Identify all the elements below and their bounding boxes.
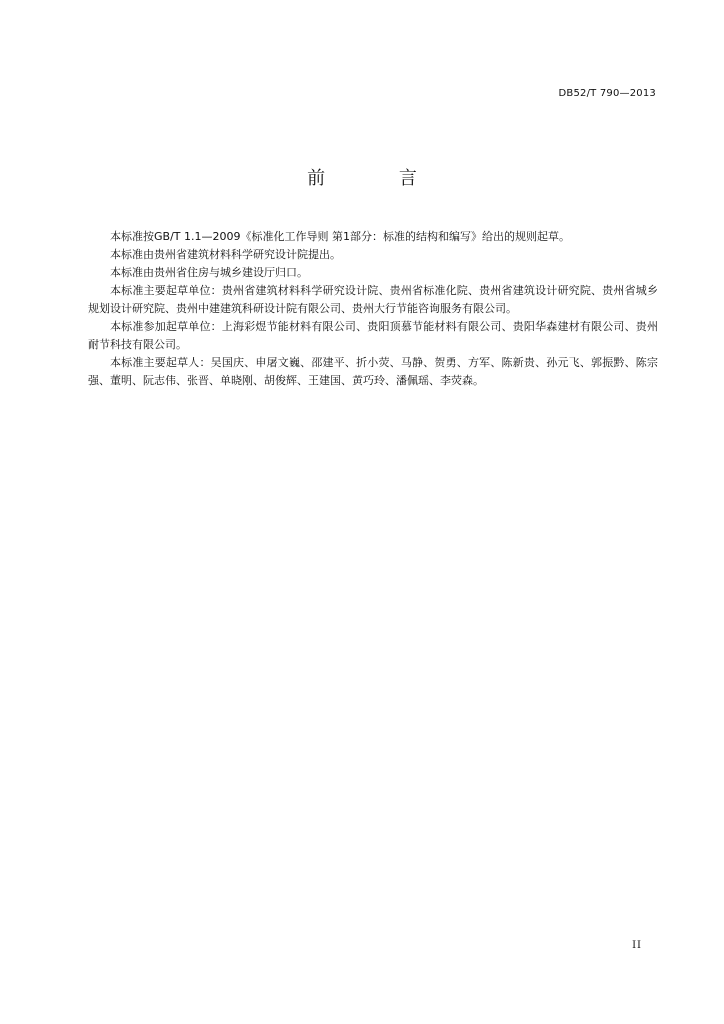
paragraph-drafting-rules: 本标准按GB/T 1.1—2009《标准化工作导则 第1部分：标准的结构和编写》给出的规则起草。 — [110, 230, 570, 243]
foreword-body — [88, 228, 658, 390]
paragraph-administrator: 本标准由贵州省住房与城乡建设厅归口。 — [110, 266, 308, 279]
page-title: 前 言 — [307, 168, 451, 189]
page-number: II — [632, 940, 642, 951]
document-code: DB52/T 790—2013 — [558, 88, 656, 99]
paragraph-main-drafting-units: 本标准主要起草单位：贵州省建筑材料科学研究设计院、贵州省标准化院、贵州省建筑设计研究院、贵州省城乡规划设计研究院、贵州中建建筑科研设计院有限公司、贵州大行节能咨询服务有限公司。 — [88, 284, 658, 315]
paragraph-main-drafters: 本标准主要起草人：吴国庆、申屠文巍、邵建平、折小荧、马静、贺勇、方军、陈新贵、孙元飞、郭振黔、陈宗强、董明、阮志伟、张晋、单晓刚、胡俊辉、王建国、黄巧玲、潘佩瑶、李荧森。 — [88, 356, 658, 387]
paragraph-proposer: 本标准由贵州省建筑材料科学研究设计院提出。 — [110, 248, 341, 261]
paragraph-participating-units: 本标准参加起草单位：上海彩煜节能材料有限公司、贵阳顶慕节能材料有限公司、贵阳华森建材有限公司、贵州耐节科技有限公司。 — [88, 320, 658, 351]
